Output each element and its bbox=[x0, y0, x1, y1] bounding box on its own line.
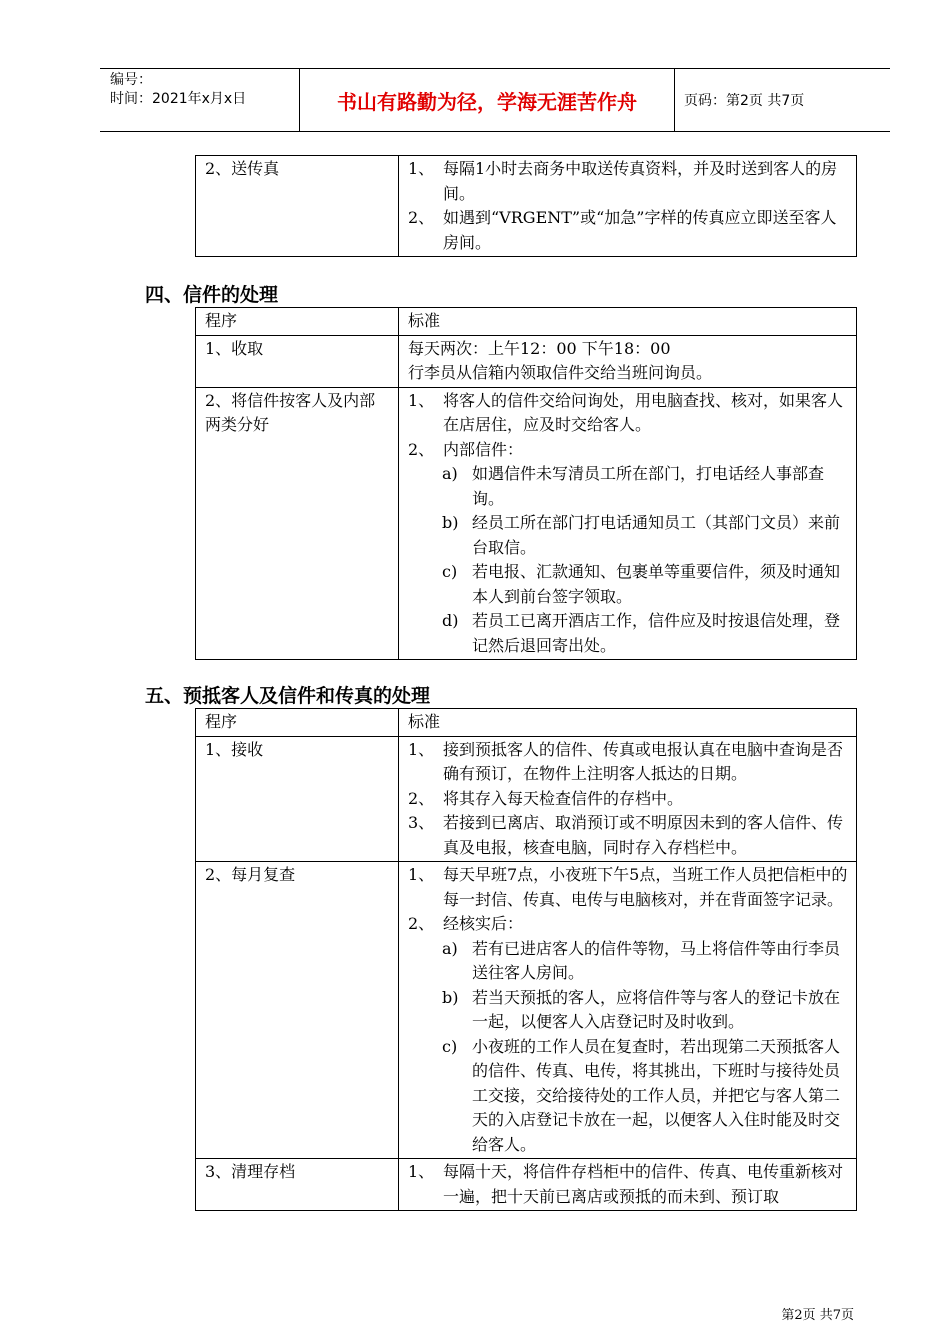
header-meta bbox=[100, 69, 300, 131]
list-item: 1、 接到预抵客人的信件、传真或电报认真在电脑中查询是否确有预订，在物件上注明客人抵达的日期。 bbox=[408, 739, 844, 783]
sub-item: c) 小夜班的工作人员在复查时，若出现第二天预抵客人的信件、传真、电传，将其挑出，下班时与接待处员工交接，交给接待处的工作人员，并把它与客人第二天的入店登记卡放在一起，以便客人入住时能及时交给客人。 bbox=[442, 1036, 841, 1154]
page-footer: 第2页 共7页 bbox=[781, 1308, 854, 1323]
header-motto: 书山有路勤为径，学海无涯苦作舟 bbox=[300, 69, 675, 131]
step-cell: 1、收取 bbox=[196, 335, 399, 387]
list-item: 3、 若接到已离店、取消预订或不明原因未到的客人信件、传真及电报，核查电脑，同时存入存档栏中。 bbox=[408, 813, 844, 857]
table-row bbox=[196, 335, 857, 387]
step-cell: 3、清理存档 bbox=[196, 1159, 399, 1211]
section-title-5: 五、预抵客人及信件和传真的处理 bbox=[145, 685, 431, 707]
col-header-step: 程序 bbox=[196, 709, 399, 737]
table-row bbox=[196, 862, 857, 1159]
text-line: 行李员从信箱内领取信件交给当班问询员。 bbox=[408, 363, 713, 382]
standard-cell bbox=[399, 156, 857, 257]
table-header-row bbox=[196, 308, 857, 336]
step-cell: 1、接收 bbox=[196, 736, 399, 862]
sub-item: c) 若电报、汇款通知、包裹单等重要信件，须及时通知本人到前台签字领取。 bbox=[442, 562, 841, 606]
serial-label: 编号： bbox=[110, 72, 152, 88]
list-item: 1、 每天早班7点，小夜班下午5点，当班工作人员把信柜中的每一封信、传真、电传与电脑核对，并在背面签字记录。 bbox=[408, 865, 848, 909]
list-item: 1、 将客人的信件交给问询处，用电脑查找、核对，如果客人在店居住，应及时交给客人。 bbox=[408, 390, 844, 434]
list-item: 2、 经核实后： bbox=[408, 914, 524, 933]
standard-cell bbox=[399, 387, 857, 660]
step-cell: 2、每月复查 bbox=[196, 862, 399, 1159]
table-header-row bbox=[196, 709, 857, 737]
sub-item: b) 经员工所在部门打电话通知员工（其部门文员）来前台取信。 bbox=[442, 513, 841, 557]
standard-cell bbox=[399, 1159, 857, 1211]
col-header-step: 程序 bbox=[196, 308, 399, 336]
section-title-4: 四、信件的处理 bbox=[145, 284, 279, 306]
page-header bbox=[100, 68, 890, 132]
time-label: 时间：2021年x月x日 bbox=[110, 91, 247, 107]
table-row bbox=[196, 1159, 857, 1211]
header-page-info: 页码：第2页 共7页 bbox=[684, 93, 805, 109]
list-item: 2、 如遇到“VRGENT”或“加急”字样的传真应立即送至客人房间。 bbox=[408, 208, 837, 252]
fax-table bbox=[195, 155, 857, 257]
prearrival-table bbox=[195, 708, 857, 1211]
col-header-standard: 标准 bbox=[399, 709, 857, 737]
standard-cell bbox=[399, 736, 857, 862]
list-item: 2、 内部信件： bbox=[408, 439, 524, 459]
list-item: 1、 每隔十天，将信件存档柜中的信件、传真、电传重新核对一遍，把十天前已离店或预抵的而未到、预订取 bbox=[408, 1162, 844, 1206]
sub-item: d) 若员工已离开酒店工作，信件应及时按退信处理，登记然后退回寄出处。 bbox=[442, 611, 841, 655]
list-item: 2、 将其存入每天检查信件的存档中。 bbox=[408, 788, 684, 808]
text-line: 每天两次：上午12：00 下午18：00 bbox=[408, 338, 671, 358]
col-header-standard: 标准 bbox=[399, 308, 857, 336]
letter-table bbox=[195, 307, 857, 660]
standard-cell bbox=[399, 862, 857, 1159]
table-row bbox=[196, 156, 857, 257]
sub-item: a) 若有已进店客人的信件等物，马上将信件等由行李员送往客人房间。 bbox=[442, 938, 841, 982]
table-row bbox=[196, 387, 857, 660]
step-cell: 2、将信件按客人及内部两类分好 bbox=[196, 387, 399, 660]
sub-item: a) 如遇信件未写清员工所在部门，打电话经人事部查询。 bbox=[442, 464, 825, 508]
step-cell: 2、送传真 bbox=[196, 156, 399, 257]
standard-cell bbox=[399, 335, 857, 387]
sub-item: b) 若当天预抵的客人，应将信件等与客人的登记卡放在一起，以便客人入店登记时及时收到。 bbox=[442, 987, 841, 1031]
list-item: 1、 每隔1小时去商务中取送传真资料，并及时送到客人的房间。 bbox=[408, 159, 838, 203]
table-row bbox=[196, 736, 857, 862]
